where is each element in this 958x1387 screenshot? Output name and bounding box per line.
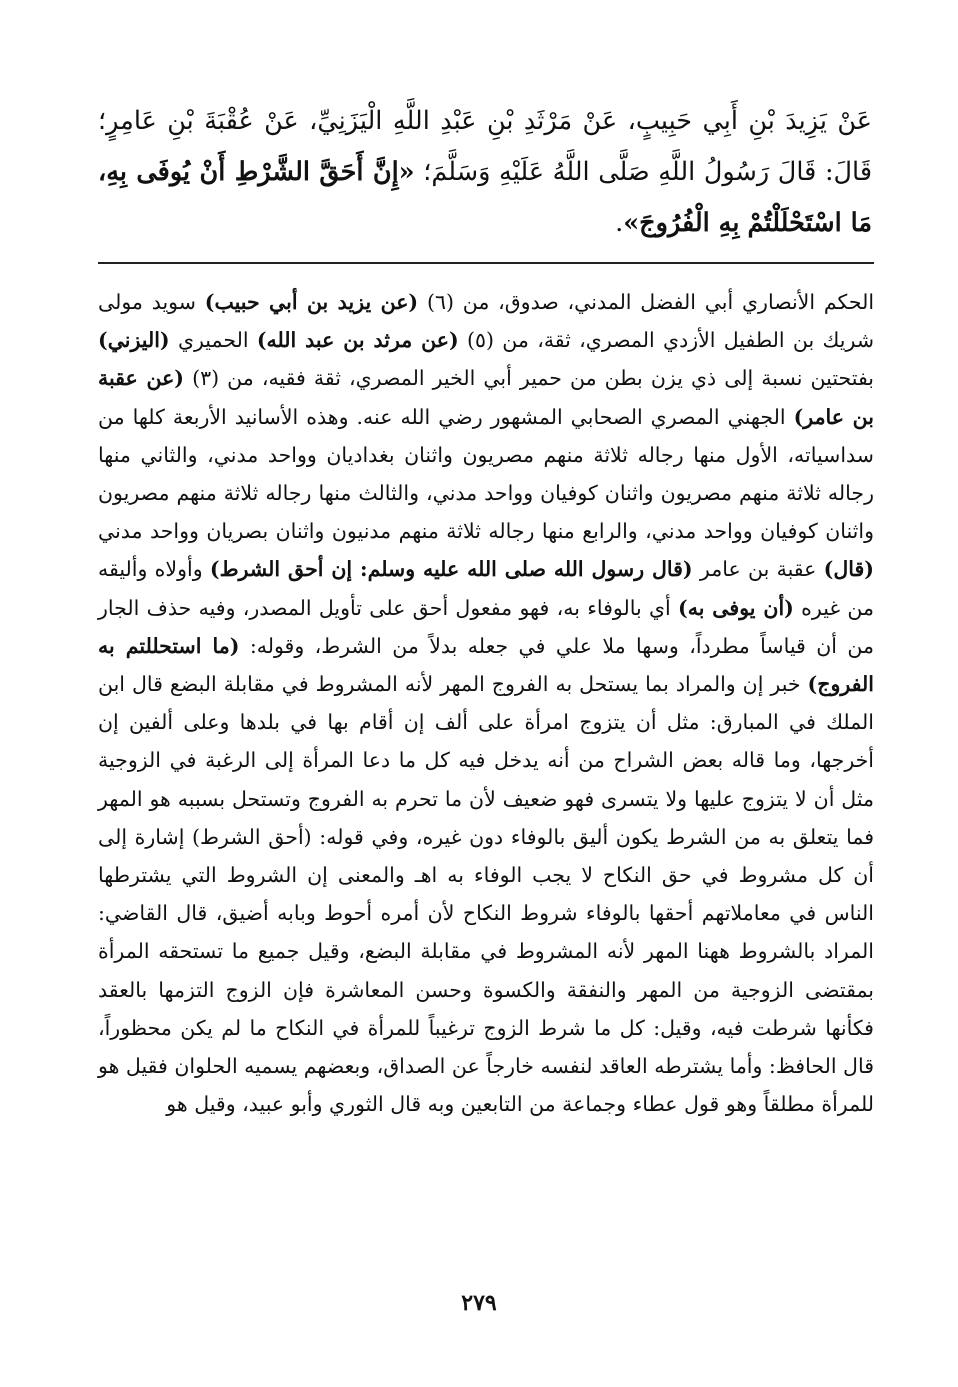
- commentary-quoted-term: (أن يوفى به): [678, 595, 794, 620]
- hadith-matn-end: بِهِ الْفُرُوجَ»: [623, 208, 740, 238]
- commentary-segment: الحكم الأنصاري أبي الفضل المدني، صدوق، من (٦): [418, 290, 875, 314]
- commentary-quoted-term: (قال): [823, 557, 874, 582]
- commentary-segment: خبر إن والمراد بما يستحل به الفروج المهر لأنه المشروط في مقابلة البضع قال ابن الملك في المبارق: مثل أن يتزوج امرأة على ألف إن أقام بها في بلدها وعلى ألفين إن أخرجها، وما قاله بعض الشراح من أنه يدخل فيه كل ما دعا المرأة إلى الرغبة في الزوجية مثل أن لا يتزوج عليها ولا يتسرى فهو ضعيف لأن ما تحرم به الفروج وتستحل بسببه هو المهر فما يتعلق به من الشرط يكون أليق بالوفاء دون غيره، وفي قوله: (أحق الشرط) إشارة إلى أن كل مشروط في حق النكاح لا يجب الوفاء به اهـ والمعنى إن الشروط التي يشترطها الناس في معاملاتهم أحقها بالوفاء شروط النكاح لأن أمره أحوط وبابه أضيق، قال القاضي: المراد بالشروط ههنا المهر لأنه المشروط في مقابلة البضع، وقيل جميع ما تستحقه المرأة بمقتضى الزوجية من المهر والنفقة والكسوة وحسن المعاشرة فإن الزوج التزمها بالعقد فكأنها شرطت فيه، وقيل: كل ما شرط الزوج ترغيباً للمرأة في النكاح ما لم يكن محظوراً، قال الحافظ: وأما يشترطه العاقد لنفسه خارجاً عن الصداق، وبعضهم يسميه الحلوان فقيل هو للمرأة مطلقاً وهو قول عطاء وجماعة من التابعين وبه قال الثوري وأبو عبيد، وقيل هو: [98, 672, 874, 1117]
- commentary-segment: الجهني المصري الصحابي المشهور رضي الله عنه. وهذه الأسانيد الأربعة كلها من سداسياته، الأول منها رجاله ثلاثة منهم مصريون واثنان بغداديان وواحد مدني، والثاني منها رجاله ثلاثة منهم مصريون واثنان كوفيان وواحد مدني، والثالث منها رجاله ثلاثة منهم مصريون واثنان كوفيان وواحد مدني، والرابع منها رجاله ثلاثة منهم مدنيون واثنان بصريان وواحد مدني: [98, 404, 874, 544]
- hadith-text: [98, 96, 872, 249]
- commentary-quoted-term: (ما استحللتم به الفروج): [98, 633, 874, 697]
- commentary-segment: بفتحتين نسبة إلى ذي يزن بطن من حمير أبي الخير المصري، ثقة فقيه، من (٣): [184, 366, 875, 391]
- footnote-divider: [98, 262, 874, 264]
- commentary-segment: عقبة بن عامر: [692, 557, 824, 582]
- hadith-full-stop: .: [615, 208, 624, 238]
- commentary-quoted-term: (قال رسول الله صلى الله عليه وسلم: إن أحق الشرط): [209, 557, 693, 582]
- commentary-quoted-term: (عن مرثد بن عبد الله): [256, 328, 459, 353]
- hadith-matn: «إِنَّ أَحَقَّ الشَّرْطِ أَنْ يُوفَى بِهِ، مَا اسْتَحْلَلْتُمْ: [98, 157, 872, 238]
- commentary-quoted-term: (عن عقبة بن عامر): [98, 366, 874, 429]
- commentary-segment: أي بالوفاء به، فهو مفعول أحق على تأويل المصدر، وفيه حذف الجار من أن قياساً مطرداً، وسها ملا علي في جعله بدلاً من الشرط، وقوله:: [98, 595, 874, 658]
- commentary-segment: وأولاه وأليقه من غيره: [98, 557, 874, 620]
- commentary-quoted-term: (اليزني): [98, 328, 170, 353]
- hadith-isnad: عَنْ يَزِيدَ بْنِ أَبِي حَبِيبٍ، عَنْ مَرْثَدِ بْنِ عَبْدِ اللَّهِ الْيَزَنِيِّ، عَنْ عُقْبَةَ بْنِ عَامِرٍ؛ قَالَ:: [98, 106, 873, 187]
- commentary-segment: سويد مولى شريك بن الطفيل الأزدي المصري، ثقة، من (٥): [98, 290, 874, 353]
- commentary-text: [98, 283, 874, 1123]
- hadith-intro: قَالَ رَسُولُ اللَّهِ صَلَّى اللَّهُ عَلَيْهِ وَسَلَّمَ؛: [423, 157, 817, 187]
- commentary-quoted-term: (عن يزيد بن أبي حبيب): [204, 290, 419, 314]
- page-number: ٢٧٩: [461, 1290, 497, 1316]
- commentary-segment: الحميري: [169, 328, 257, 353]
